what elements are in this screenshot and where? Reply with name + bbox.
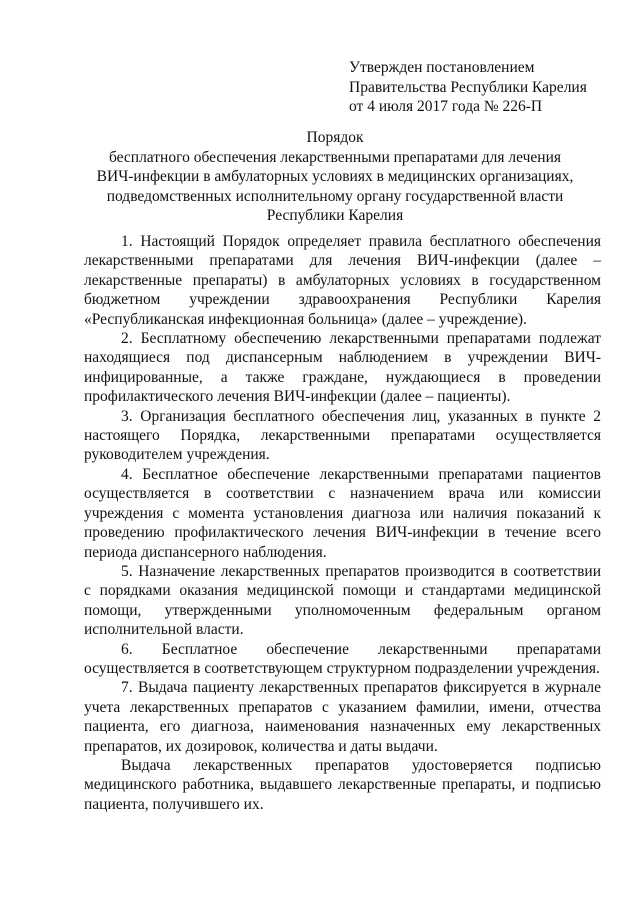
- approval-line-2: Правительства Республики Карелия: [349, 78, 587, 96]
- title-line-3: ВИЧ-инфекции в амбулаторных условиях в медицинских организациях,: [96, 168, 574, 185]
- paragraph-7: 7. Выдача пациенту лекарственных препаратов фиксируется в журнале учета лекарственных препаратов с указанием фамилии, имени, отчества пациента, его диагноза, наименования назначенных ему лекарственных препаратов, их дозировок, количества и даты выдачи.: [84, 679, 601, 755]
- paragraph-4: 4. Бесплатное обеспечение лекарственными препаратами пациентов осуществляется в соответствии с назначением врача или комиссии учреждения с момента установления диагноза или наличия показаний к проведению профилактического лечения ВИЧ-инфекции в течение всего периода диспансерного наблюдения.: [84, 465, 601, 561]
- approval-line-3: от 4 июля 2017 года № 226-П: [349, 98, 543, 115]
- title-line-5: Республики Карелия: [266, 207, 404, 224]
- title-line-1: Порядок: [306, 129, 364, 146]
- paragraph-3: 3. Организация бесплатного обеспечения лиц, указанных в пункте 2 настоящего Порядка, лекарственными препаратами осуществляется руководителем учреждения.: [84, 407, 601, 464]
- paragraph-5: 5. Назначение лекарственных препаратов производится в соответствии с порядками оказания медицинской помощи и стандартами медицинской помощи, утвержденными уполномоченным федеральным органом исполнительной власти.: [84, 562, 601, 639]
- approval-line-1: Утвержден постановлением: [349, 59, 535, 76]
- title-line-4: подведомственных исполнительному органу государственной власти: [106, 187, 564, 205]
- paragraph-8: Выдача лекарственных препаратов удостоверяется подписью медицинского работника, выдавшего лекарственные препараты, и подписью пациента, получившего их.: [84, 756, 601, 813]
- paragraph-1: 1. Настоящий Порядок определяет правила бесплатного обеспечения лекарственными препаратами для лечения ВИЧ-инфекции (далее – лекарственные препараты) в амбулаторных условиях в государственном бюджетном учреждении здравоохранения Республики Карелия «Республиканская инфекционная больница» (далее – учреждение).: [84, 233, 601, 328]
- approval-stamp: [349, 58, 609, 117]
- document-title: [70, 128, 600, 226]
- document-body: [84, 232, 601, 814]
- title-line-2: бесплатного обеспечения лекарственными препаратами для лечения: [108, 148, 562, 166]
- paragraph-6: 6. Бесплатное обеспечение лекарственными препаратами осуществляется в соответствующем структурном подразделении учреждения.: [84, 640, 601, 677]
- paragraph-2: 2. Бесплатному обеспечению лекарственными препаратами подлежат находящиеся под диспансерным наблюдением в учреждении ВИЧ-инфицированные, а также граждане, нуждающиеся в проведении профилактического лечения ВИЧ-инфекции (далее – пациенты).: [84, 330, 601, 406]
